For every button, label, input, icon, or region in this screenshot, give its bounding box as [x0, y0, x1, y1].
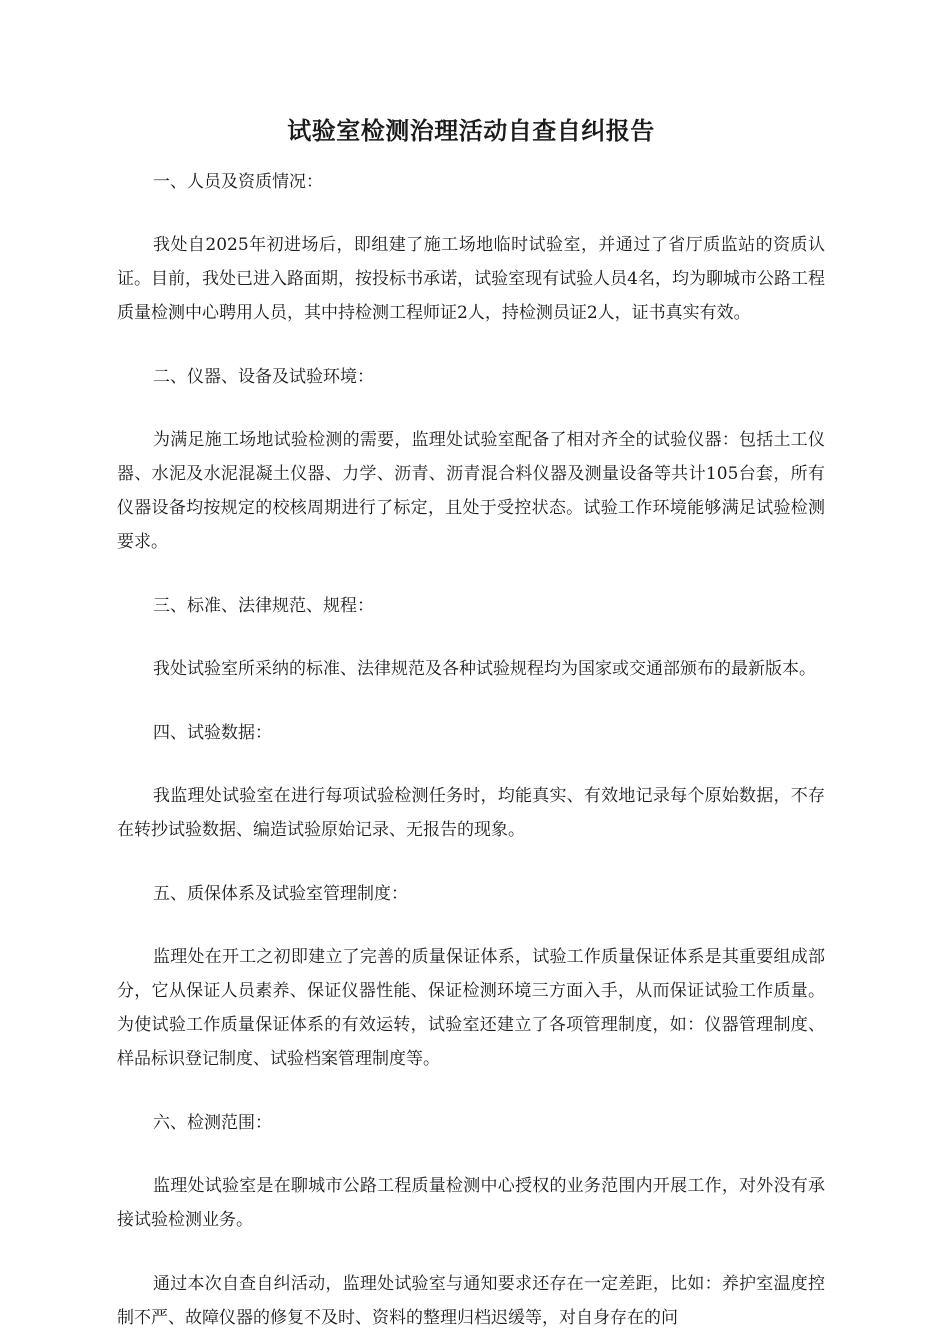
closing-paragraph: 通过本次自查自纠活动，监理处试验室与通知要求还存在一定差距，比如：养护室温度控制不严、故障仪器的修复不及时、资料的整理归档迟缓等，对自身存在的问 — [117, 1274, 825, 1328]
section-heading-standards: 三、标准、法律规范、规程： — [153, 596, 374, 616]
document-title: 试验室检测治理活动自查自纠报告 — [287, 116, 655, 145]
section-heading-equipment: 二、仪器、设备及试验环境： — [153, 367, 374, 387]
section-heading-test-data: 四、试验数据： — [153, 723, 272, 743]
section-body-scope: 监理处试验室是在聊城市公路工程质量检测中心授权的业务范围内开展工作，对外没有承接试验检测业务。 — [117, 1176, 825, 1230]
document-body — [117, 165, 825, 1335]
section-body-test-data: 我监理处试验室在进行每项试验检测任务时，均能真实、有效地记录每个原始数据，不存在转抄试验数据、编造试验原始记录、无报告的现象。 — [117, 786, 825, 840]
section-heading-quality-system: 五、质保体系及试验室管理制度： — [153, 884, 408, 904]
section-body-quality-system: 监理处在开工之初即建立了完善的质量保证体系，试验工作质量保证体系是其重要组成部分，它从保证人员素养、保证仪器性能、保证检测环境三方面入手，从而保证试验工作质量。为使试验工作质量保证体系的有效运转，试验室还建立了各项管理制度，如：仪器管理制度、样品标识登记制度、试验档案管理制度等。 — [117, 947, 825, 1069]
section-heading-scope: 六、检测范围： — [153, 1113, 272, 1133]
section-body-equipment: 为满足施工场地试验检测的需要，监理处试验室配备了相对齐全的试验仪器：包括土工仪器、水泥及水泥混凝土仪器、力学、沥青、沥青混合料仪器及测量设备等共计105台套，所有仪器设备均按规定的校核周期进行了标定，且处于受控状态。试验工作环境能够满足试验检测要求。 — [117, 430, 825, 552]
section-heading-personnel: 一、人员及资质情况： — [153, 172, 323, 192]
section-body-personnel: 我处自2025年初进场后，即组建了施工场地临时试验室，并通过了省厅质监站的资质认证。目前，我处已进入路面期，按投标书承诺，试验室现有试验人员4名，均为聊城市公路工程质量检测中心聘用人员，其中持检测工程师证2人，持检测员证2人，证书真实有效。 — [117, 235, 825, 323]
section-body-standards: 我处试验室所采纳的标准、法律规范及各种试验规程均为国家或交通部颁布的最新版本。 — [153, 659, 816, 679]
